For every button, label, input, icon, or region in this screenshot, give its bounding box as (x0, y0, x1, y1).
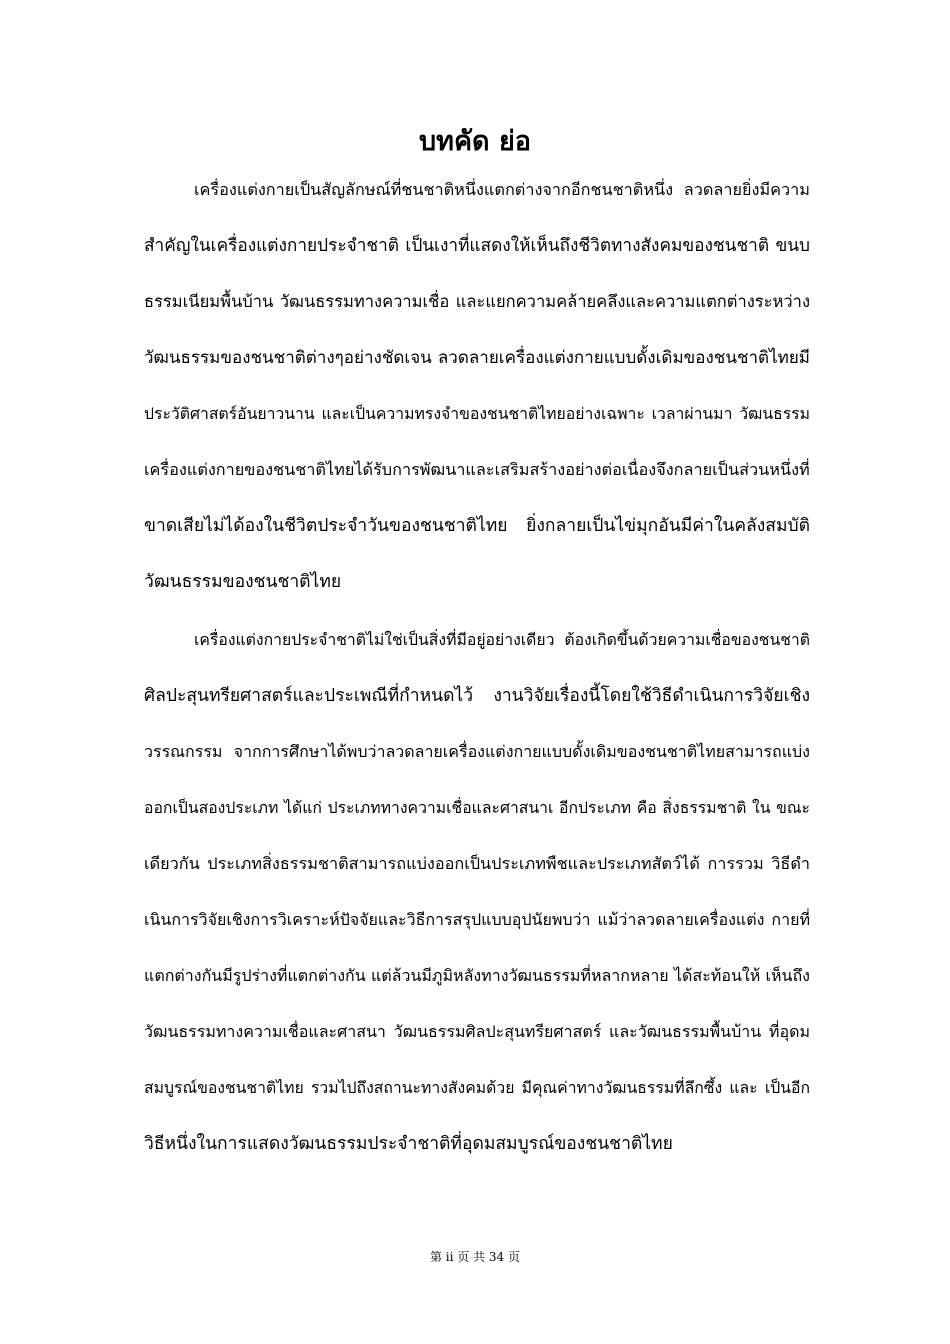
abstract-paragraph-2-line: วัฒนธรรมทางความเชื่อและศาสนา วัฒนธรรมศิลปะสุนทรียศาสตร์ และวัฒนธรรมพื้นบ้าน ที่อุดม (144, 1022, 810, 1041)
abstract-paragraph-1-line: วัฒนธรรมของชนชาติไทย (144, 572, 342, 592)
abstract-paragraph-2-line: เครื่องแต่งกายประจำชาติไม่ใช่เป็นสิ่งที่มีอยู่อย่างเดียว ต้องเกิดขึ้นด้วยความเชื่อของชนชาติ (194, 630, 810, 649)
page-footer: 第 ii 页 共 34 页 (429, 1250, 521, 1264)
abstract-paragraph-1-line: สำคัญในเครื่องแต่งกายประจำชาติ เป็นเงาที่แสดงให้เห็นถึงชีวิตทางสังคมของชนชาติ ขนบ (144, 236, 810, 256)
abstract-paragraph-2-line: ออกเป็นสองประเภท ได้แก่ ประเภททางความเชื่อและศาสนาเ อีกประเภท คือ สิ่งธรรมชาติ ใน ขณะ (144, 798, 810, 817)
abstract-paragraph-2-line: เนินการวิจัยเชิงการวิเคราะห์ปัจจัยและวิธีการสรุปแบบอุปนัยพบว่า แม้ว่าลวดลายเครื่องแต่ง กายที่ (144, 910, 810, 929)
abstract-paragraph-2-line: เดียวกัน ประเภทสิ่งธรรมชาติสามารถแบ่งออกเป็นประเภทพืชและประเภทสัตว์ได้ การรวม วิธีดำ (144, 854, 810, 873)
abstract-paragraph-2-line: วิธีหนึ่งในการแสดงวัฒนธรรมประจำชาติที่อุดมสมบูรณ์ของชนชาติไทย (144, 1134, 673, 1154)
abstract-paragraph-2-line: สมบูรณ์ของชนชาติไทย รวมไปถึงสถานะทางสังคมด้วย มีคุณค่าทางวัฒนธรรมที่ลึกซึ้ง และ เป็นอีก (144, 1078, 810, 1097)
abstract-paragraph-1-line: ธรรมเนียมพื้นบ้าน วัฒนธรรมทางความเชื่อ และแยกความคล้ายคลึงและความแตกต่างระหว่าง (144, 292, 810, 311)
abstract-paragraph-1-line: วัฒนธรรมของชนชาติต่างๆอย่างชัดเจน ลวดลายเครื่องแต่งกายแบบดั้งเดิมของชนชาติไทยมี (144, 348, 810, 368)
abstract-paragraph-1-line: ประวัติศาสตร์อันยาวนาน และเป็นความทรงจำของชนชาติไทยอย่างเฉพาะ เวลาผ่านมา วัฒนธรรม (144, 404, 810, 423)
abstract-paragraph-2-line: ศิลปะสุนทรียศาสตร์และประเพณีที่กำหนดไว้ งานวิจัยเรื่องนี้โดยใช้วิธีดำเนินการวิจัยเชิง (144, 686, 810, 706)
page-title: บทคัด ย่อ (419, 126, 531, 157)
abstract-paragraph-2-line: แตกต่างกันมีรูปร่างที่แตกต่างกัน แต่ล้วนมีภูมิหลังทางวัฒนธรรมที่หลากหลาย ได้สะท้อนให้ เห็นถึง (144, 966, 810, 985)
abstract-paragraph-2-line: วรรณกรรม จากการศึกษาได้พบว่าลวดลายเครื่องแต่งกายแบบดั้งเดิมของชนชาติไทยสามารถแบ่ง (144, 742, 810, 761)
abstract-paragraph-1-line: เครื่องแต่งกายของชนชาติไทยได้รับการพัฒนาและเสริมสร้างอย่างต่อเนื่องจึงกลายเป็นส่วนหนึ่งที่ (144, 460, 810, 479)
abstract-paragraph-1-line: เครื่องแต่งกายเป็นสัญลักษณ์ที่ชนชาติหนึ่งแตกต่างจากอีกชนชาติหนึ่ง ลวดลายยิ่งมีความ (194, 180, 810, 199)
abstract-paragraph-1-line: ขาดเสียไม่ได้องในชีวิตประจำวันของชนชาติไทย ยิ่งกลายเป็นไข่มุกอันมีค่าในคลังสมบัติ (144, 516, 810, 536)
